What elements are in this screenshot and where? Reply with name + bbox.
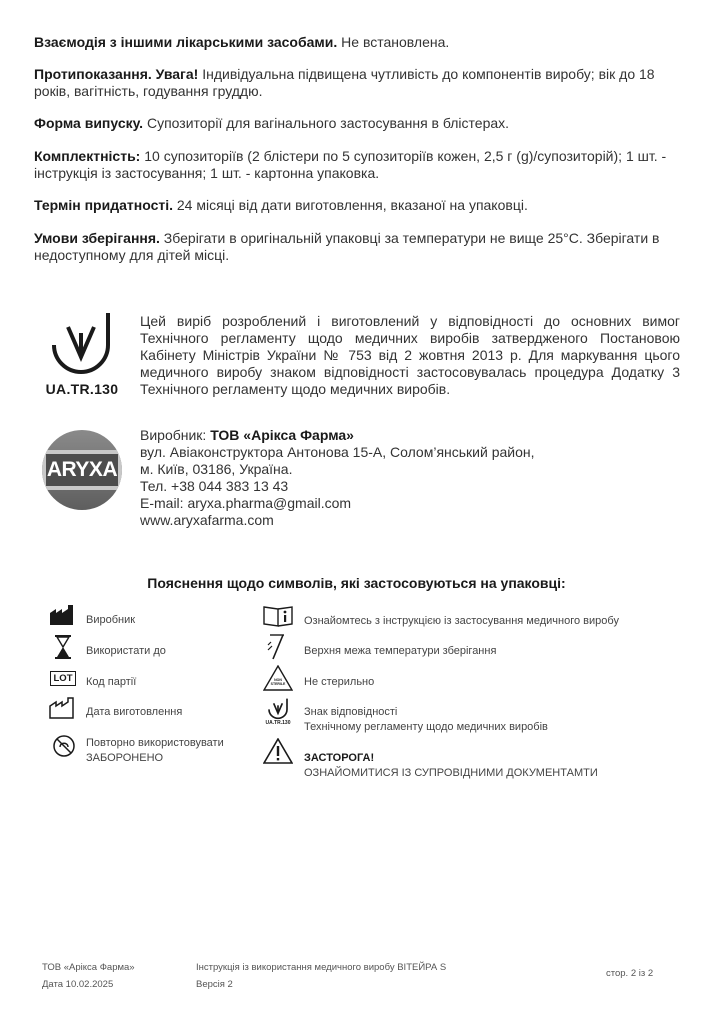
aryxa-logo — [42, 430, 122, 510]
contraindications-section — [34, 66, 684, 100]
section-text: 24 місяці від дати виготовлення, вказаної на упаковці. — [173, 197, 528, 213]
footer-company: ТОВ «Арікса Фарма» — [42, 962, 135, 973]
manufacturer-website: www.aryxafarma.com — [140, 512, 274, 528]
completeness-section — [34, 148, 684, 182]
footer-date: Дата 10.02.2025 — [42, 979, 114, 990]
conformity-mark-label: UA.TR.130 — [45, 381, 119, 397]
section-text: 10 супозиторіїв (2 блістери по 5 супозиторіїв кожен, 2,5 г (g)/супозиторій); 1 шт. - інструкція із застосування; 1 шт. - картонна упаковка. — [34, 148, 667, 181]
ua-conformity-mark — [40, 305, 122, 400]
aryxa-logo-text: ARYXA — [46, 458, 118, 481]
manufacturer-label: Виробник: — [140, 427, 211, 443]
hourglass-icon — [52, 634, 74, 660]
small-conformity-mark — [262, 696, 294, 730]
symbol-lot-label: Код партії — [86, 676, 137, 688]
interaction-section — [34, 34, 684, 51]
footer-center — [196, 959, 446, 993]
symbol-non-sterile-label: Не стерильно — [304, 676, 375, 688]
conformity-text-2: Технічному регламенту щодо медичних виробів — [304, 721, 548, 733]
non-sterile-icon-text: NON STERILE — [270, 678, 286, 686]
non-sterile-icon — [263, 665, 293, 691]
do-not-reuse-icon — [52, 734, 76, 758]
section-label: Термін придатності. — [34, 197, 173, 213]
manufacture-date-icon — [49, 697, 77, 719]
small-conformity-label: UA.TR.130 — [265, 720, 291, 726]
footer-version: Версія 2 — [196, 979, 233, 990]
footer-doc-title: Інструкція із використання медичного виробу ВІТЕЙРА S — [196, 962, 447, 973]
footer-page-number: стор. 2 із 2 — [606, 968, 654, 979]
release-form-section — [34, 115, 684, 132]
warning-icon — [263, 738, 293, 764]
lot-icon — [50, 671, 76, 686]
manufacturer-address1: вул. Авіаконструктора Антонова 15-А, Солом’янський район, — [140, 444, 535, 460]
symbol-no-reuse-label — [86, 736, 224, 766]
manufacturer-email: E-mail: aryxa.pharma@gmail.com — [140, 495, 352, 511]
warning-title: ЗАСТОРОГА! — [304, 752, 375, 764]
no-reuse-text-2: ЗАБОРОНЕНО — [86, 752, 164, 764]
section-label: Взаємодія з іншими лікарськими засобами. — [34, 34, 338, 50]
conformity-mark-icon — [262, 696, 294, 720]
manufacturer-name: ТОВ «Арікса Фарма» — [210, 427, 354, 443]
factory-icon — [49, 604, 77, 626]
section-text: Індивідуальна підвищена чутливість до компонентів виробу; вік до 18 років, вагітність, годування груддю. — [34, 66, 655, 99]
footer-left — [42, 959, 135, 993]
section-text: Зберігати в оригінальній упаковці за температури не вище 25°С. Зберігати в недоступному для дітей місці. — [34, 230, 660, 263]
section-text: Супозиторії для вагінального застосування в блістерах. — [143, 115, 510, 131]
section-label: Протипоказання. Увага! — [34, 66, 199, 82]
section-label: Комплектність: — [34, 148, 141, 164]
symbol-conformity-label — [304, 705, 548, 735]
symbol-instructions-label: Ознайомтесь з інструкцією із застосування медичного виробу — [304, 615, 619, 627]
section-text: Не встановлена. — [337, 34, 450, 50]
symbol-temperature-label: Верхня межа температури зберігання — [304, 645, 497, 657]
warning-text: ОЗНАЙОМИТИСЯ ІЗ СУПРОВІДНИМИ ДОКУМЕНТАМТИ — [304, 767, 598, 779]
manufacturer-address2: м. Київ, 03186, Україна. — [140, 461, 293, 477]
symbols-title: Пояснення щодо символів, які застосовуються на упаковці: — [147, 575, 566, 591]
instructions-book-icon — [263, 605, 293, 627]
lot-icon-text: LOT — [53, 673, 73, 684]
symbol-warning-label — [304, 751, 598, 781]
no-reuse-text-1: Повторно використовувати — [86, 737, 224, 749]
section-label: Форма випуску. — [34, 115, 144, 131]
storage-section — [34, 230, 684, 264]
temperature-limit-icon — [266, 633, 288, 661]
certification-text: Цей виріб розроблений і виготовлений у відповідності до основних вимог Технічного регламенту щодо медичних виробів затвердженого Постановою Кабінету Міністрів України № 753 від 2 жовтня 2013 р. Для маркування цього медичного виробу знаком відповідності застосовувалась процедура Додатку 3 Технічного регламенту щодо медичних виробів. — [140, 313, 680, 397]
section-label: Умови зберігання. — [34, 230, 160, 246]
conformity-mark-icon — [40, 305, 122, 377]
symbol-use-by-label: Використати до — [86, 645, 166, 657]
conformity-text-1: Знак відповідності — [304, 706, 398, 718]
symbol-manufacture-date-label: Дата виготовлення — [86, 706, 183, 718]
shelf-life-section — [34, 197, 684, 214]
manufacturer-phone: Тел. +38 044 383 13 43 — [140, 478, 289, 494]
manufacturer-info — [140, 427, 680, 529]
symbol-manufacturer-label: Виробник — [86, 614, 136, 626]
manufacturer-name-line — [140, 427, 680, 444]
